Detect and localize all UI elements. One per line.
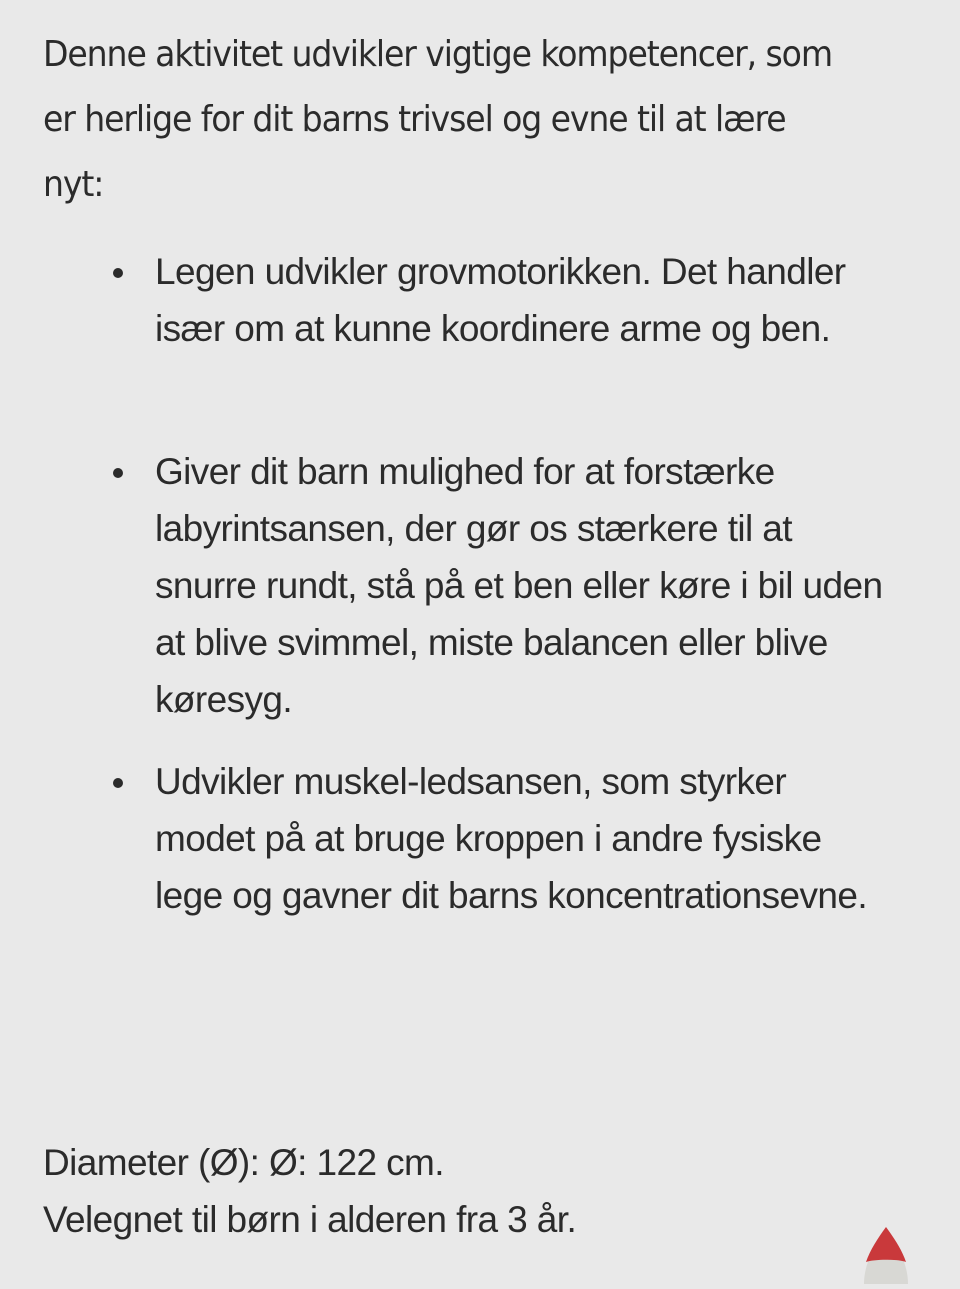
age-spec: Velegnet til børn i alderen fra 3 år.	[43, 1199, 577, 1240]
benefit-text: Legen udvikler grovmotorikken. Det handler især om at kunne koordinere arme og ben.	[155, 251, 846, 349]
bullet-icon	[113, 268, 123, 278]
rocket-icon[interactable]	[858, 1224, 914, 1284]
diameter-spec: Diameter (Ø): Ø: 122 cm.	[43, 1142, 444, 1183]
benefit-item	[155, 753, 895, 924]
benefit-item	[155, 443, 895, 728]
benefit-item	[155, 243, 895, 357]
bullet-icon	[113, 778, 123, 788]
bullet-icon	[113, 468, 123, 478]
product-specs	[43, 1134, 576, 1248]
intro-heading: Denne aktivitet udvikler vigtige kompetencer, som er herlige for dit barns trivsel og evne til at lære nyt:	[43, 34, 833, 205]
benefit-text: Udvikler muskel-ledsansen, som styrker modet på at bruge kroppen i andre fysiske lege og gavner dit barns koncentrationsevne.	[155, 761, 868, 916]
benefit-text: Giver dit barn mulighed for at forstærke labyrintsansen, der gør os stærkere til at snurre rundt, stå på et ben eller køre i bil uden at blive svimmel, miste balancen eller blive køresyg.	[155, 451, 883, 720]
